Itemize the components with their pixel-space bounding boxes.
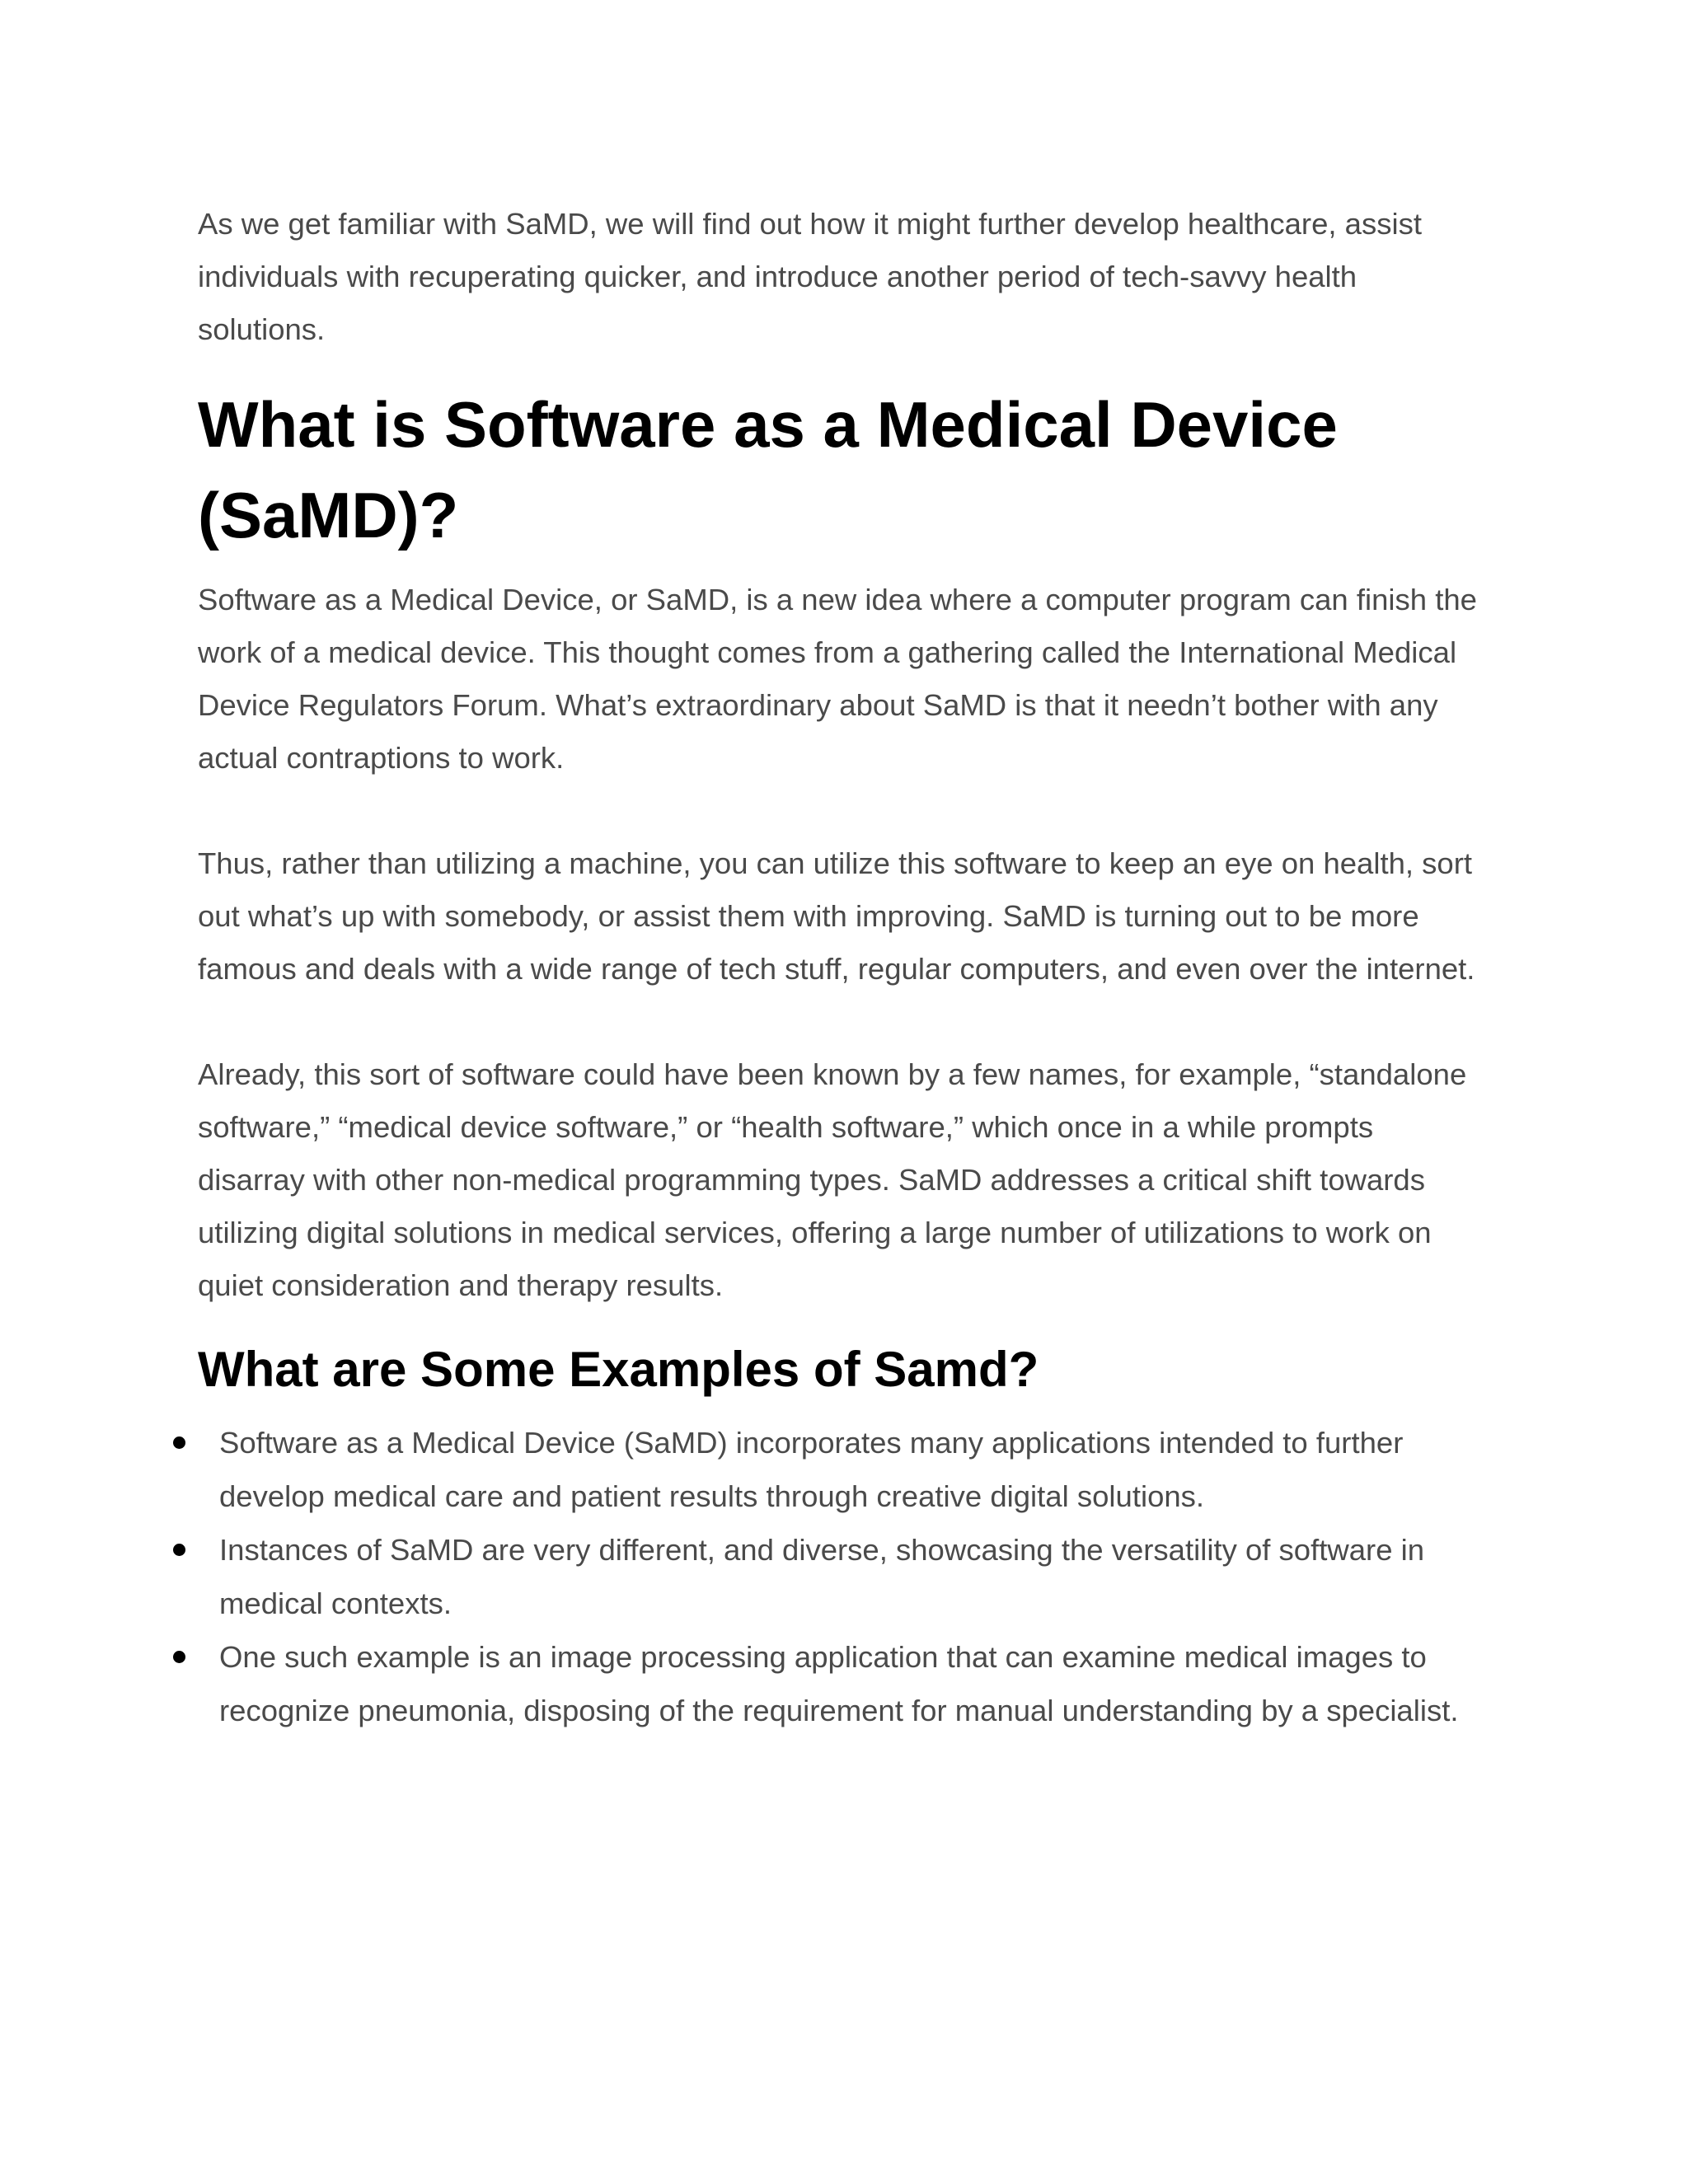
list-item-text: Instances of SaMD are very different, and diverse, showcasing the versatility of software in medical contexts.: [219, 1533, 1425, 1620]
list-item-text: One such example is an image processing application that can examine medical images to recognize pneumonia, disposing of the requirement for manual understanding by a specialist.: [219, 1640, 1459, 1727]
document-content: [198, 198, 1484, 1737]
body-paragraph: Thus, rather than utilizing a machine, you can utilize this software to keep an eye on health, sort out what’s up with somebody, or assist them with improving. SaMD is turning out to be more famous and deals with a wide range of tech stuff, regular computers, and even over the internet.: [198, 846, 1475, 986]
body-paragraph: Software as a Medical Device, or SaMD, is a new idea where a computer program can finish the work of a medical device. This thought comes from a gathering called the International Medical Device Regulators Forum. What’s extraordinary about SaMD is that it needn’t bother with any actual contraptions to work.: [198, 583, 1477, 775]
bullet-icon: [173, 1651, 185, 1663]
list-item: [198, 1630, 1484, 1737]
body-paragraph: Already, this sort of software could have been known by a few names, for example, “standalone software,” “medical device software,” or “health software,” which once in a while prompts disarray with other non-medical programming types. SaMD addresses a critical shift towards utilizing digital solutions in medical services, offering a large number of utilizations to work on quiet consideration and therapy results.: [198, 1057, 1467, 1302]
bullet-icon: [173, 1436, 185, 1449]
list-item: [198, 1416, 1484, 1523]
list-item-text: Software as a Medical Device (SaMD) incorporates many applications intended to further develop medical care and patient results through creative digital solutions.: [219, 1426, 1404, 1513]
list-item: [198, 1523, 1484, 1630]
intro-paragraph: As we get familiar with SaMD, we will find out how it might further develop healthcare, assist individuals with recuperating quicker, and introduce another period of tech-savvy health solutions.: [198, 207, 1422, 346]
bullet-icon: [173, 1544, 185, 1556]
section-heading-what-is-samd: What is Software as a Medical Device (SaMD)?: [198, 388, 1338, 551]
examples-bullet-list: [198, 1416, 1484, 1737]
section-heading-examples: What are Some Examples of Samd?: [198, 1342, 1039, 1397]
